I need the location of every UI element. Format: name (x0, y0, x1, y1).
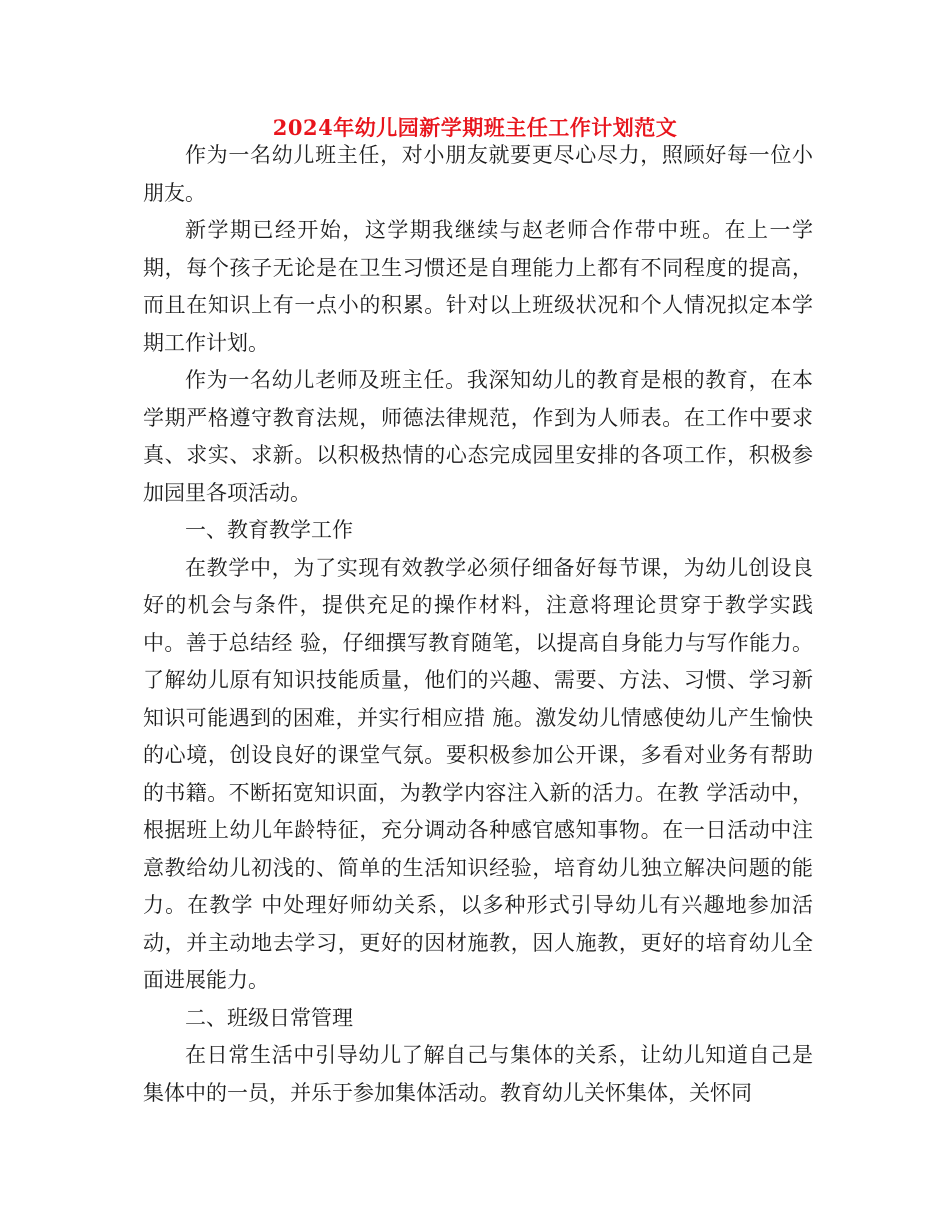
section-heading-teaching: 一、教育教学工作 (185, 518, 353, 542)
paragraph-daily-life: 在日常生活中引导幼儿了解自己与集体的关系，让幼儿知道自己是集体中的一员，并乐于参加集体活动。教育幼儿关怀集体，关怀同 (143, 1043, 813, 1105)
paragraph-semester-start: 新学期已经开始，这学期我继续与赵老师合作带中班。在上一学期，每个孩子无论是在卫生习惯还是自理能力上都有不同程度的提高，而且在知识上有一点小的积累。针对以上班级状况和个人情况拟定本学期工作计划。 (143, 218, 813, 355)
paragraph-intro: 作为一名幼儿班主任，对小朋友就要更尽心尽力，照顾好每一位小朋友。 (143, 143, 813, 205)
paragraph-teaching: 在教学中，为了实现有效教学必须仔细备好每节课，为幼儿创设良好的机会与条件，提供充足的操作材料，注意将理论贯穿于教学实践中。善于总结经 验，仔细撰写教育随笔，以提高自身能力与写作能力。了解幼儿原有知识技能质量，他们的兴趣、需要、方法、习惯、学习新知识可能遇到的困难，并实行相应措 施。激发幼儿情感使幼儿产生愉快的心境，创设良好的课堂气氛。要积极参加公开课，多看对业务有帮助的书籍。不断拓宽知识面，为教学内容注入新的活力。在教 学活动中，根据班上幼儿年龄特征，充分调动各种感官感知事物。在一日活动中注意教给幼儿初浅的、简单的生活知识经验，培育幼儿独立解决问题的能力。在教学 中处理好师幼关系，以多种形式引导幼儿有兴趣地参加活动，并主动地去学习，更好的因材施教，因人施教，更好的培育幼儿全面进展能力。 (143, 555, 813, 992)
paragraph-teacher-role: 作为一名幼儿老师及班主任。我深知幼儿的教育是根的教育，在本学期严格遵守教育法规，师德法律规范，作到为人师表。在工作中要求真、求实、求新。以积极热情的心态完成园里安排的各项工作，积极参加园里各项活动。 (143, 368, 813, 505)
section-heading-class-management: 二、班级日常管理 (185, 1005, 353, 1030)
document-body (143, 137, 813, 1112)
document-title: 2024年幼儿园新学期班主任工作计划范文 (272, 115, 678, 140)
